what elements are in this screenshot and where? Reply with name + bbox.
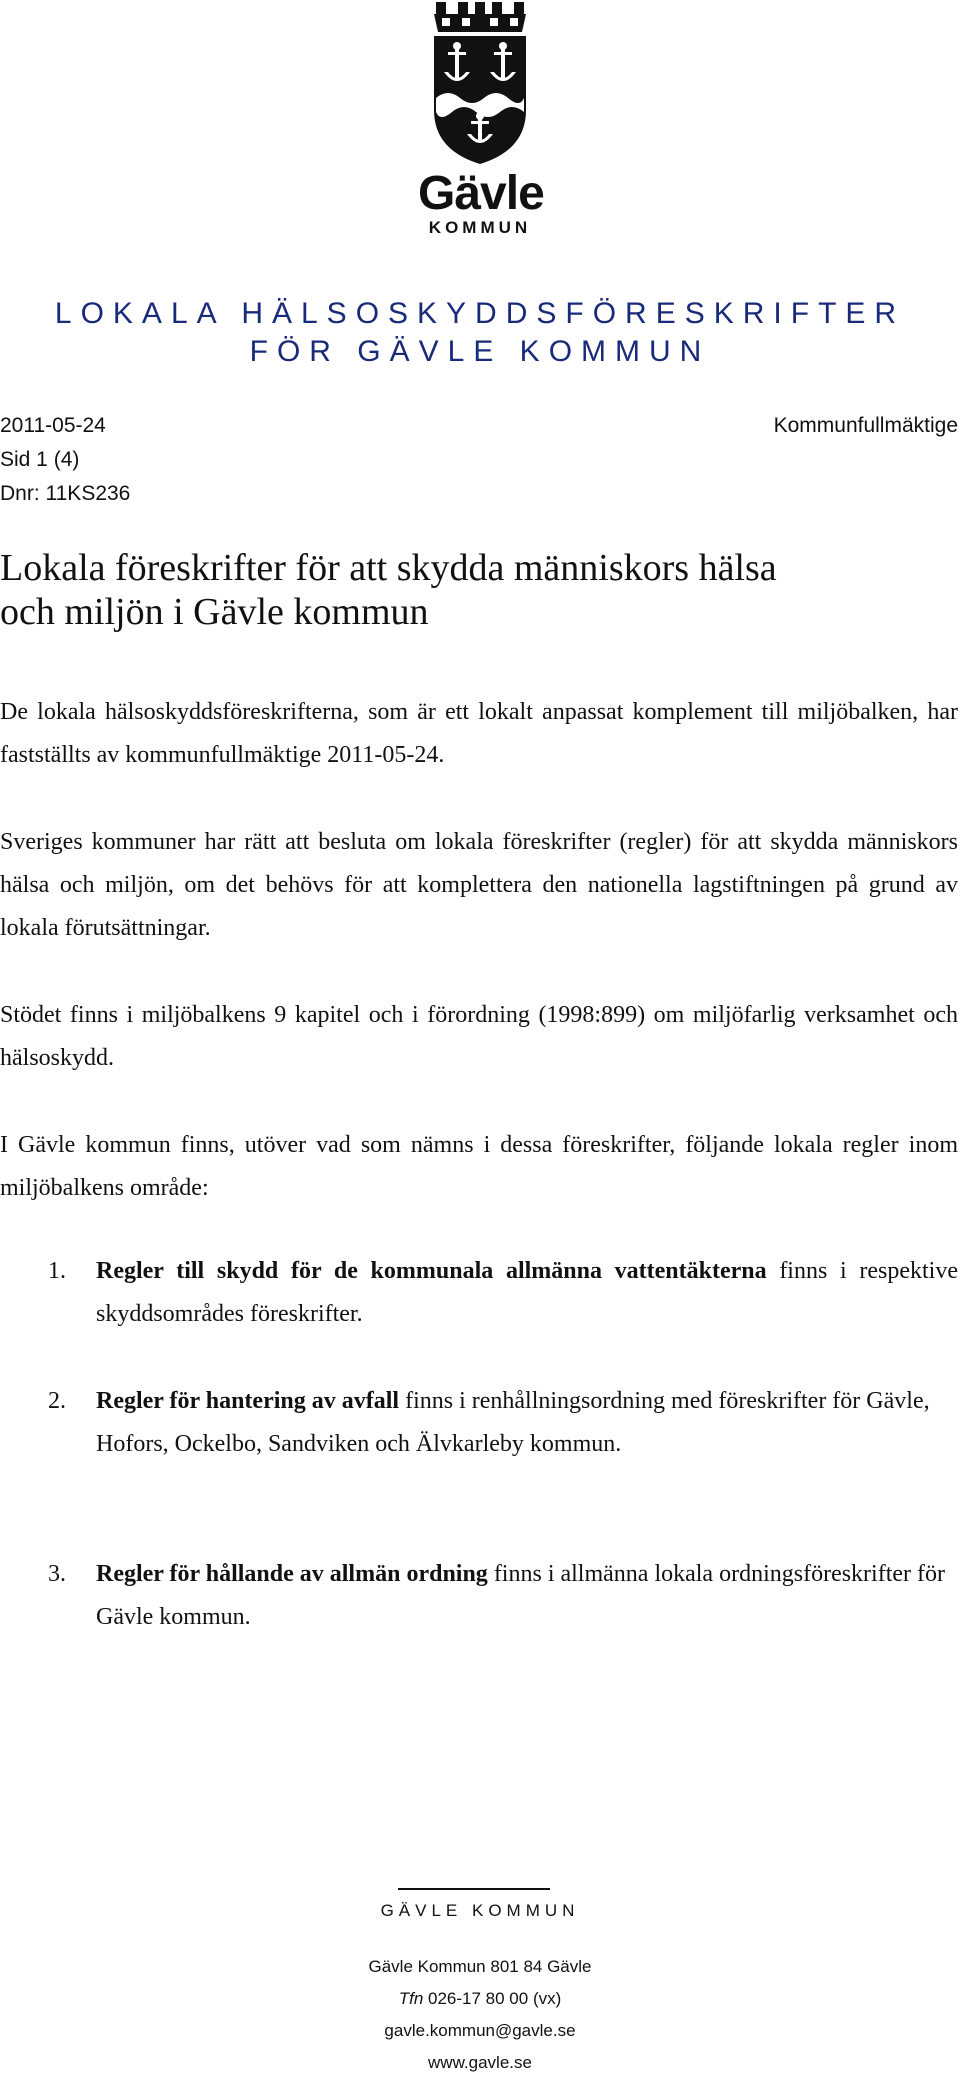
list-item-bold: Regler för hantering av avfall [96,1388,400,1414]
heading-line-2: och miljön i Gävle kommun [0,591,429,633]
list-item-rest: finns i renhållningsordning med föreskrifter för Gävle, Hofors, Ockelbo, Sandviken och Älvkarleby kommun. [96,1388,930,1457]
document-title-line-2: FÖR GÄVLE KOMMUN [249,335,711,368]
phone-number: 026-17 80 00 (vx) [423,1989,562,2008]
heading-line-1: Lokala föreskrifter för att skydda människors hälsa [0,547,777,589]
list-item-rest: finns i allmänna lokala ordningsföreskrifter för Gävle kommun. [96,1561,946,1630]
footer-email-link[interactable]: gavle.kommun@gavle.se [384,2021,576,2040]
paragraph-support: Stödet finns i miljöbalkens 9 kapitel och i förordning (1998:899) om miljöfarlig verksamhet och hälsoskydd. [0,1002,958,1071]
document-title-line-1: LOKALA HÄLSOSKYDDSFÖRESKRIFTER [54,297,906,330]
footer-organization: GÄVLE KOMMUN [380,1901,580,1920]
list-item-bold: Regler till skydd för de kommunala allmänna vattentäkterna [96,1258,767,1284]
coat-of-arms-icon [418,0,542,168]
footer-phone [0,1988,960,2010]
logo-subtitle: KOMMUN [428,218,532,237]
logo-name: Gävle [418,167,544,220]
document-reference: Dnr: 11KS236 [0,482,131,505]
footer-divider [398,1888,550,1890]
list-item-bold: Regler för hållande av allmän ordning [96,1561,488,1587]
footer-website-link[interactable]: www.gavle.se [428,2053,532,2072]
list-item-number: 3. [48,1561,66,1587]
phone-label: Tfn [398,1989,424,2008]
footer-address: Gävle Kommun 801 84 Gävle [368,1957,592,1976]
page-number: Sid 1 (4) [0,448,80,471]
authority: Kommunfullmäktige [773,414,958,437]
list-item-text [96,1553,958,1639]
list-item-text [96,1250,958,1336]
gavle-logo [418,0,542,240]
paragraph-rights: Sveriges kommuner har rätt att besluta om lokala föreskrifter (regler) för att skydda människors hälsa och miljön, om det behövs för att komplettera den nationella lagstiftningen på grund av lokala förutsättningar. [0,829,958,941]
paragraph-local-rules: I Gävle kommun finns, utöver vad som nämns i dessa föreskrifter, följande lokala regler inom miljöbalkens område: [0,1132,958,1201]
list-item-rest: finns i respektive skyddsområdes föreskrifter. [96,1258,958,1327]
list-item-number: 1. [48,1258,66,1284]
paragraph-intro: De lokala hälsoskyddsföreskrifterna, som är ett lokalt anpassat komplement till miljöbalken, har fastställts av kommunfullmäktige 2011-05-24. [0,699,958,768]
document-date: 2011-05-24 [0,414,106,437]
document-heading [0,546,960,634]
list-item-text [96,1380,958,1466]
list-item-number: 2. [48,1388,66,1414]
